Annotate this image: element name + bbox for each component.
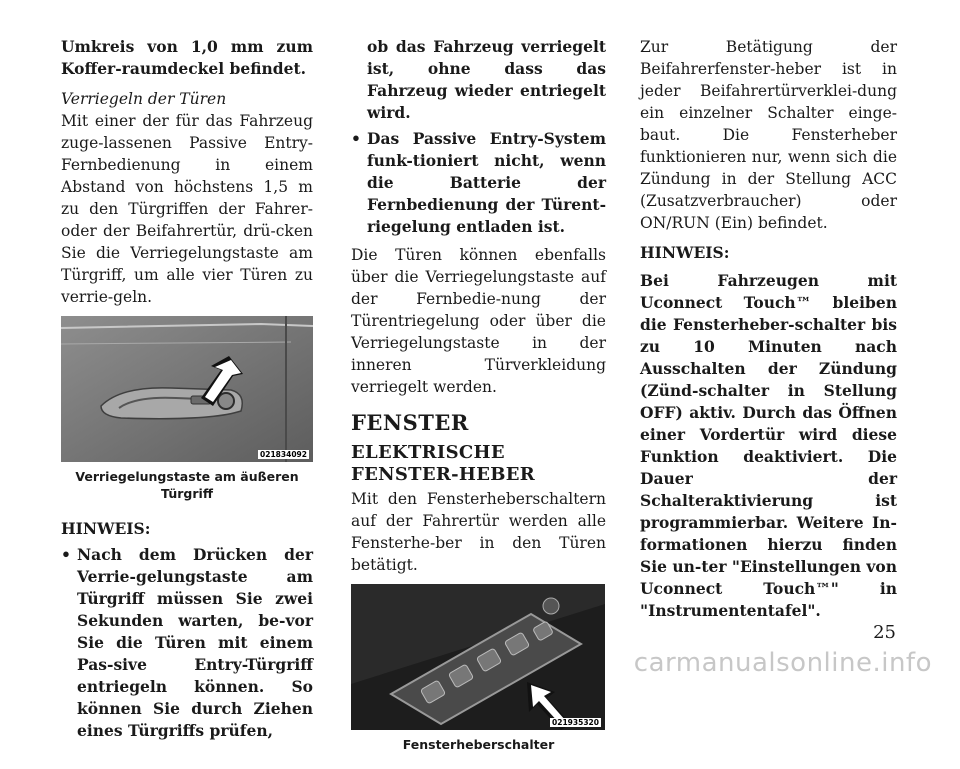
door-handle-figure (61, 316, 313, 462)
power-windows-body: Mit den Fensterheberschaltern auf der Fahrertür werden alle Fensterhe-ber in den Türen betätigt. (351, 490, 606, 574)
lock-doors-body: Mit einer der für das Fahrzeug zuge-lassenen Passive Entry-Fernbedienung in einem Abstand von höchstens 1,5 m zu den Türgriffen der Fahrer- oder der Beifahrertür, drü-cken Sie die Verriegelungstaste am Türgriff, um alle vier Türen zu verrie-geln. (61, 112, 313, 306)
window-switch-illustration (351, 584, 605, 730)
note-bullet-1: • Nach dem Drücken der Verrie-gelungstaste am Türgriff müssen Sie zwei Sekunden warten, be-vor Sie die Türen mit einem Pas-sive Entry-Türgriff entriegeln können. So können Sie durch Ziehen eines Türgriffs prüfen, (61, 544, 313, 742)
note-label: HINWEIS: (640, 243, 730, 262)
figure-caption: Fensterheberschalter (402, 737, 555, 752)
passenger-window-body: Zur Betätigung der Beifahrerfenster-heber ist in jeder Beifahrertürverklei-dung ein einzelner Schalter einge-baut. Die Fensterheber funktionieren nur, wenn sich die Zündung in der Stellung ACC (Zusatzverbraucher) oder ON/RUN (Ein) befindet. (640, 38, 897, 232)
column-2 (351, 36, 606, 769)
note-bullet-1-continued: ob das Fahrzeug verriegelt ist, ohne dass das Fahrzeug wieder entriegelt wird. (367, 37, 606, 122)
watermark: carmanualsonline.info (633, 648, 932, 678)
alternate-lock-body: Die Türen können ebenfalls über die Verriegelungstaste auf der Fernbedie-nung der Türentriegelung oder über die Verriegelungstaste in der inneren Türverkleidung verriegelt werden. (351, 246, 606, 396)
note-bullet-2: • Das Passive Entry-System funk-tioniert nicht, wenn die Batterie der Fernbedienung der Türent-riegelung entladen ist. (351, 128, 606, 238)
note-label: HINWEIS: (61, 519, 151, 538)
column-1 (61, 36, 313, 746)
note-body: Bei Fahrzeugen mit Uconnect Touch™ bleiben die Fensterheber-schalter bis zu 10 Minuten nach Ausschalten der Zündung (Zünd-schalter in Stellung OFF) aktiv. Durch das Öffnen einer Vordertür wird diese Funktion deaktiviert. Die Dauer der Schalteraktivierung ist programmierbar. Weitere In-formationen hierzu finden Sie un-ter "Einstellungen von Uconnect Touch™" in "Instrumententafel". (640, 271, 897, 620)
door-handle-illustration (61, 316, 313, 462)
section-title-windows: FENSTER (351, 410, 469, 435)
window-switch-figure (351, 584, 605, 730)
figure-code: 021834092 (260, 450, 307, 459)
intro-text: Umkreis von 1,0 mm zum Koffer-raumdeckel befindet. (61, 37, 313, 78)
subsection-title-power-windows: ELEKTRISCHE FENSTER-HEBER (351, 442, 536, 485)
subheading-lock-doors: Verriegeln der Türen (61, 90, 227, 108)
page-number: 25 (873, 622, 896, 643)
note-bullet-list-2 (351, 128, 606, 238)
column-3 (640, 36, 897, 622)
figure-caption: Verriegelungstaste am äußeren Türgriff (75, 469, 299, 501)
note-bullet-list (61, 544, 313, 742)
figure-code: 021935320 (552, 718, 599, 727)
